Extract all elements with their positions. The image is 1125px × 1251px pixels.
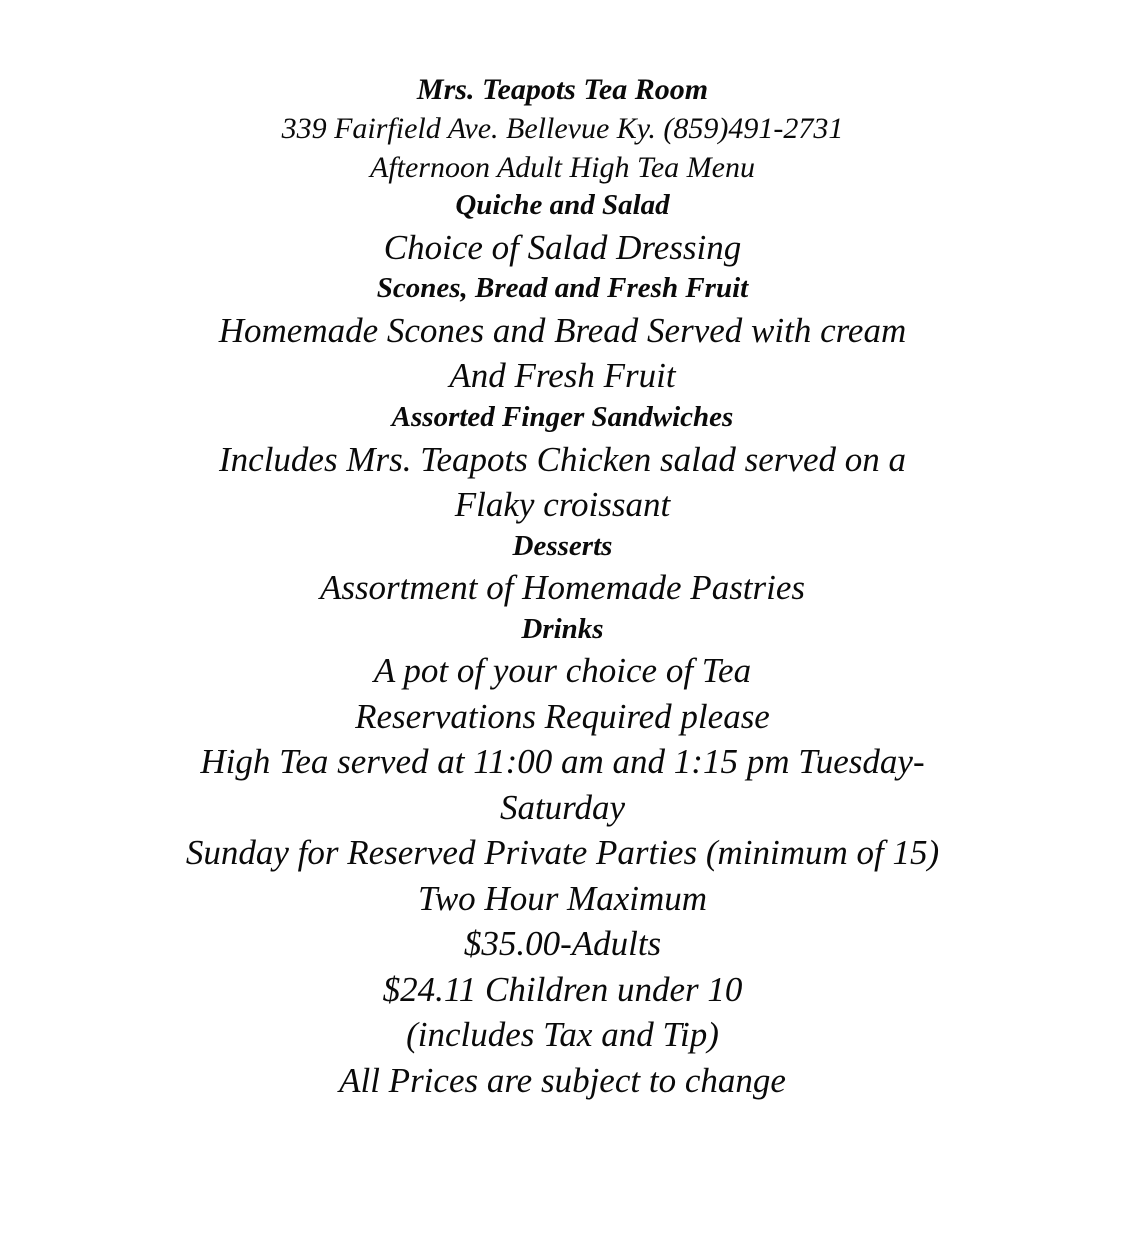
menu-line: Desserts: [512, 529, 613, 562]
menu-line: High Tea served at 11:00 am and 1:15 pm Tuesday-: [200, 742, 925, 782]
menu-line: Sunday for Reserved Private Parties (minimum of 15): [185, 833, 940, 873]
menu-line: Saturday: [499, 787, 626, 827]
menu-line: Quiche and Salad: [455, 189, 670, 221]
menu-line: Afternoon Adult High Tea Menu: [370, 151, 755, 184]
menu-line: All Prices are subject to change: [339, 1060, 786, 1100]
menu-line: Choice of Salad Dressing: [383, 227, 742, 267]
menu-line: A pot of your choice of Tea: [373, 651, 752, 691]
menu-line: $35.00-Adults: [463, 924, 662, 964]
menu-lines: [0, 70, 1125, 1103]
menu-line: Mrs. Teapots Tea Room: [416, 73, 709, 106]
menu-line: (includes Tax and Tip): [406, 1015, 719, 1055]
menu-line: Homemade Scones and Bread Served with cream: [218, 310, 907, 350]
menu-line: Drinks: [521, 612, 604, 645]
menu-line: Includes Mrs. Teapots Chicken salad served on a: [219, 439, 906, 479]
menu-line: Assorted Finger Sandwiches: [391, 400, 734, 433]
menu-line: 339 Fairfield Ave. Bellevue Ky. (859)491-2731: [281, 112, 844, 145]
menu-line: Scones, Bread and Fresh Fruit: [376, 272, 749, 305]
menu-line: Reservations Required please: [355, 696, 770, 736]
menu-line: Two Hour Maximum: [417, 878, 708, 918]
menu-line: $24.11 Children under 10: [382, 969, 743, 1009]
menu-line: Flaky croissant: [454, 485, 671, 525]
menu-line: And Fresh Fruit: [449, 356, 676, 396]
menu-line: Assortment of Homemade Pastries: [319, 568, 806, 608]
